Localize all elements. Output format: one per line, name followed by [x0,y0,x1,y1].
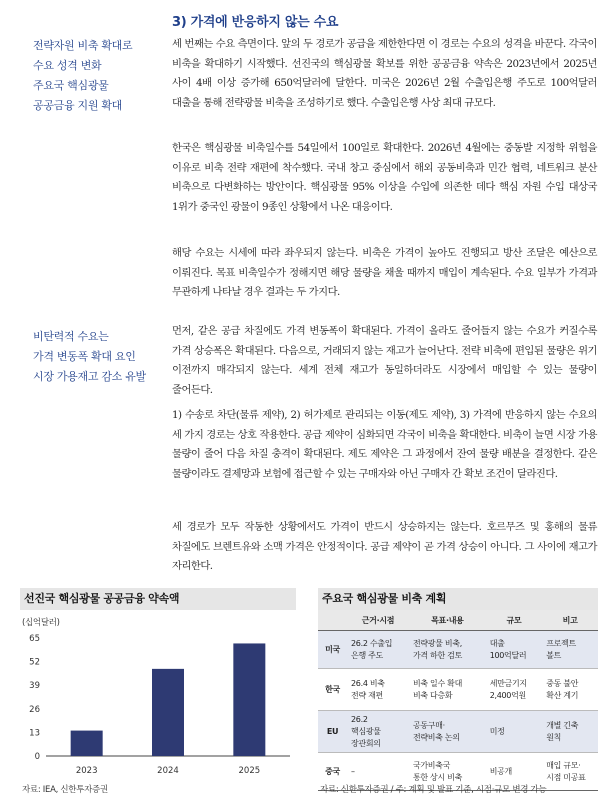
chart-unit: (십억달러) [22,618,60,628]
sidebar-line: 가격 변동폭 확대 요인 [33,350,136,363]
sidebar-line: 전략자원 비축 확대로 [33,39,133,52]
y-tick-label: 39 [29,681,40,692]
cell-line: 공동구매· [412,720,445,730]
y-tick-label: 65 [29,634,40,644]
table-title: 주요국 핵심광물 비축 계획 [318,588,598,610]
cell-line: 전략광물 비축, [412,638,463,648]
basis-cell [347,669,409,711]
section-heading: 3) 가격에 반응하지 않는 수요 [172,15,339,30]
column-header: 비고 [542,610,598,631]
scale-cell [486,711,543,753]
cell-line: 26.2 [351,714,368,724]
chart-source: 자료: IEA, 신한투자증권 [22,785,108,795]
cell-line: 전략비축 논의 [412,732,460,742]
sidebar-line: 공공금융 지원 확대 [33,99,123,112]
cell-line: 비공개 [489,766,512,776]
bar-chart [18,628,300,780]
cell-line: 장관회의 [351,738,381,748]
basis-cell [347,631,409,669]
sidebar-note-inelastic [33,327,146,387]
cell-line: 핵심광물 [351,726,381,736]
scale-cell [486,631,543,669]
sidebar-line: 비탄력적 수요는 [33,330,109,343]
table-row [318,669,598,711]
cell-line: 시점 미공표 [546,772,586,782]
body-paragraph: 해당 수요는 시세에 따라 좌우되지 않는다. 비축은 가격이 높아도 진행되고 방산 조달은 예산으로 이뤄진다. 목표 비축일수가 정해지면 해당 물량을 채울 때까지 매입이 계속된다. 수요 일부가 가격과 무관하게 나타날 경우 결과는 두 가지다. [172,247,597,299]
cell-line: 비축 다층화 [412,690,453,700]
cell-line: 국가비축국 [412,760,451,770]
body-paragraph: 세 경로가 모두 작동한 상황에서도 가격이 반드시 상승하지는 않는다. 호르무즈 및 홍해의 물류 차질에도 브렌트유와 소맥 가격은 안정적이다. 공급 제약이 곧 가격 상승이 아니다. 그 사이에 재고가 자리한다. [172,521,597,573]
sidebar-line: 주요국 핵심광물 [33,79,109,92]
cell-line: 2,400억원 [489,690,526,700]
cell-line: 매입 규모· [546,760,581,770]
column-header [318,610,347,631]
sidebar-note-stockpile [33,36,132,116]
note-cell [542,631,598,669]
cell-line: 중동 불안 [546,678,579,688]
column-header: 근거·시점 [347,610,409,631]
body-paragraph: 세 번째는 수요 측면이다. 앞의 두 경로가 공급을 제한한다면 이 경로는 수요의 성격을 바꾼다. 각국이 비축을 확대하기 시작했다. 선진국의 핵심광물 확보를 위한 공공금융 약속은 2023년에서 2025년 사이 4배 이상 증가해 650억달러에 달한다. 미국은 2026년 2월 수출입은행 주도로 100억달러 대출을 통해 전략광물 비축을 조성하기로 했다. 수출입은행 사상 최대 규모다. [172,38,597,109]
x-tick-label: 2023 [75,766,98,776]
table-source: 자료: 신한투자증권 / 주: 계획 및 발표 기준, 시점·규모 변경 가능 [320,785,547,795]
sidebar-line: 수요 성격 변화 [33,59,102,72]
country-cell: 한국 [318,669,347,711]
note-cell [542,753,598,791]
goal-cell [409,631,486,669]
bar [71,731,103,756]
column-header: 규모 [486,610,543,631]
cell-line: 대출 [489,638,505,648]
note-cell [542,669,598,711]
cell-line: 100억달러 [489,650,527,660]
table-row [318,631,598,669]
column-header: 목표·내용 [409,610,486,631]
cell-line: – [351,766,355,776]
cell-line: 통한 상시 비축 [412,772,463,782]
cell-line: 프로젝트 [546,638,576,648]
chart-title: 선진국 핵심광물 공공금융 약속액 [20,588,296,610]
chart-panel [20,588,296,610]
y-tick-label: 0 [34,752,40,762]
sidebar-line: 시장 가용재고 감소 유발 [33,370,146,383]
cell-line: 볼트 [546,650,562,660]
y-tick-label: 52 [29,657,40,668]
body-paragraph: 1) 수송로 차단(물류 제약), 2) 허가제로 관리되는 이동(제도 제약), 3) 가격에 반응하지 않는 수요의 세 가지 경로는 상호 작용한다. 공급 제약이 심화되면 각국이 비축을 확대한다. 비축이 늘면 시장 가용 물량이 줄어 다음 차질 충격이 확대된다. 제도 제약은 그 과정에서 잔여 물량 배분을 결정한다. 같은 물량이라도 결제망과 보험에 접근할 수 있는 구매자와 아닌 구매자 간 확보 조건이 달라진다. [172,409,597,480]
x-tick-label: 2024 [157,766,179,776]
stockpile-table [318,610,598,791]
cell-line: 은행 주도 [351,650,383,660]
country-cell: 중국 [318,753,347,791]
cell-line: 전략 재편 [351,690,383,700]
cell-line: 26.4 비축 [351,678,385,688]
table-panel [318,588,598,610]
cell-line: 원칙 [546,732,562,742]
body-paragraph: 한국은 핵심광물 비축일수를 54일에서 100일로 확대한다. 2026년 4월에는 중동발 지정학 위험을 이유로 비축 전략 재편에 착수했다. 국내 창고 중심에서 해외 공동비축과 민간 협력, 네트워크 분산 비축으로 다변화하는 방안이다. 핵심광물 95% 이상을 수입에 의존한 데다 핵심 자원 수입 대상국 1위가 중국인 광물이 9종인 상황에서 나온 대응이다. [172,142,597,213]
goal-cell [409,711,486,753]
cell-line: 확산 계기 [546,690,579,700]
cell-line: 가격 하한 검토 [412,650,463,660]
basis-cell [347,711,409,753]
cell-line: 미정 [489,726,505,736]
cell-line: 세만금기지 [489,678,527,688]
bar [152,669,184,756]
cell-line: 개별 긴축 [546,720,579,730]
body-paragraph: 먼저, 같은 공급 차질에도 가격 변동폭이 확대된다. 가격이 올라도 줄어들지 않는 수요가 커질수록 가격 상승폭은 확대된다. 다음으로, 거래되지 않는 재고가 늘어난다. 전략 비축에 편입된 물량은 위기 이전까지 매각되지 않는다. 세계 전체 재고가 동일하더라도 시장에서 매입할 수 있는 물량이 줄어든다. [172,325,597,396]
country-cell: EU [318,711,347,753]
cell-line: 비축 일수 확대 [412,678,463,688]
table-row [318,711,598,753]
note-cell [542,711,598,753]
cell-line: 26.2 수출입 [351,638,393,648]
table-header-row [318,610,598,631]
country-cell: 미국 [318,631,347,669]
scale-cell [486,669,543,711]
goal-cell [409,669,486,711]
bar [233,643,265,756]
x-tick-label: 2025 [238,766,261,776]
y-tick-label: 13 [29,728,40,739]
y-tick-label: 26 [29,704,40,715]
